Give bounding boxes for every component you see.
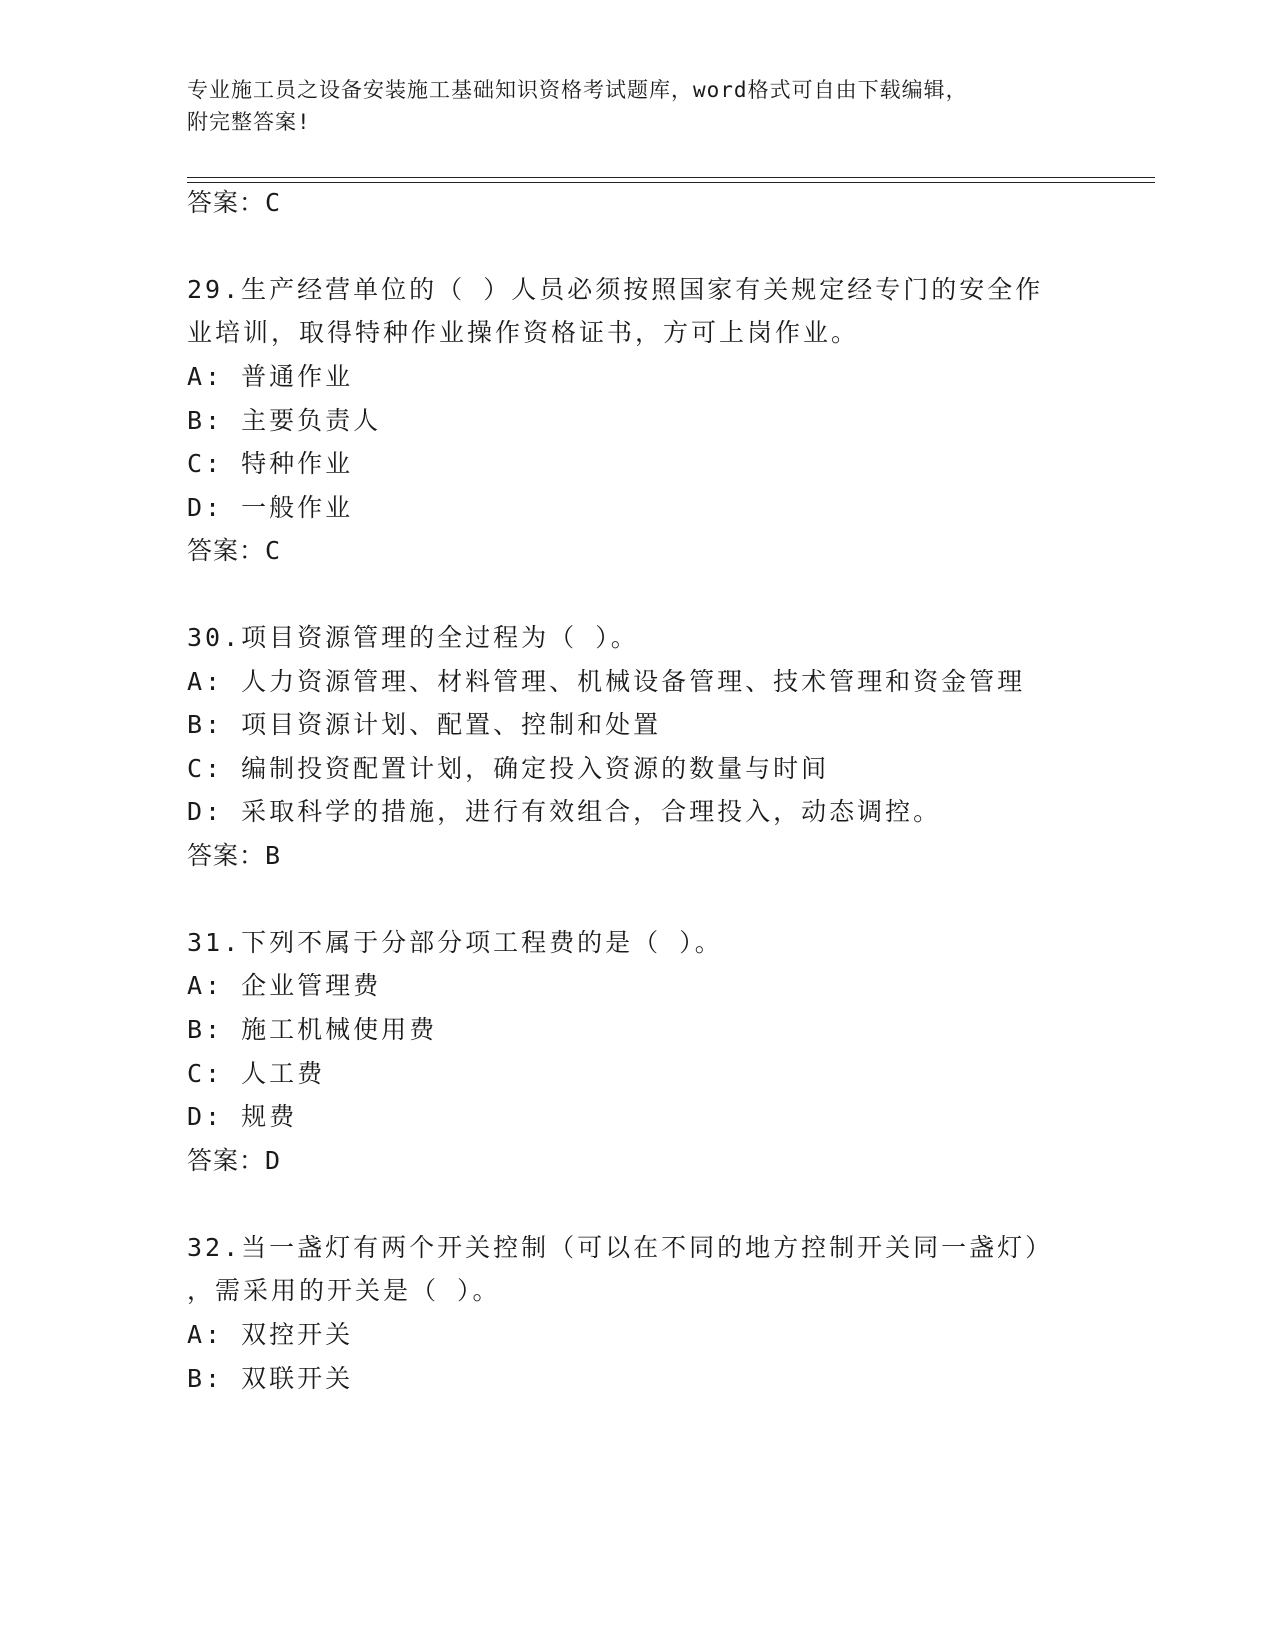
question-32-stem-line-2: ，需采用的开关是（ ）。 (187, 1276, 501, 1305)
question-30-option-a: A: 人力资源管理、材料管理、机械设备管理、技术管理和资金管理 (187, 667, 1026, 696)
question-29-stem-line-1: 29.生产经营单位的（ ）人员必须按照国家有关规定经专门的安全作 (187, 275, 1044, 304)
question-29-stem-line-2: 业培训，取得特种作业操作资格证书，方可上岗作业。 (187, 318, 860, 347)
question-31-stem-line-1: 31.下列不属于分部分项工程费的是（ ）。 (187, 928, 723, 957)
question-30-option-b: B: 项目资源计划、配置、控制和处置 (187, 710, 662, 739)
question-29-option-a: A: 普通作业 (187, 362, 354, 391)
question-30-answer: 答案：B (187, 841, 282, 870)
question-32-stem-line-1: 32.当一盏灯有两个开关控制（可以在不同的地方控制开关同一盏灯） (187, 1233, 1054, 1262)
header-line-2: 附完整答案! (187, 110, 311, 134)
header-divider-top (187, 177, 1155, 178)
header-line-1: 专业施工员之设备安装施工基础知识资格考试题库，word格式可自由下载编辑， (187, 78, 968, 102)
document-header (187, 74, 1067, 138)
answer-line: 答案：C (187, 188, 282, 217)
question-30-option-d: D: 采取科学的措施，进行有效组合，合理投入，动态调控。 (187, 797, 942, 826)
question-30-stem-line-1: 30.项目资源管理的全过程为（ ）。 (187, 623, 639, 652)
question-30-option-c: C: 编制投资配置计划，确定投入资源的数量与时间 (187, 754, 830, 783)
question-31-option-b: B: 施工机械使用费 (187, 1015, 438, 1044)
question-29-option-b: B: 主要负责人 (187, 406, 382, 435)
question-29-option-c: C: 特种作业 (187, 449, 354, 478)
header-divider-bottom (187, 182, 1155, 183)
question-32-option-b: B: 双联开关 (187, 1364, 354, 1393)
question-31-option-a: A: 企业管理费 (187, 971, 382, 1000)
question-29-option-d: D: 一般作业 (187, 493, 354, 522)
question-32-option-a: A: 双控开关 (187, 1320, 354, 1349)
question-31-option-d: D: 规费 (187, 1102, 298, 1131)
question-29-answer: 答案：C (187, 536, 282, 565)
question-31-answer: 答案：D (187, 1146, 282, 1175)
question-31-option-c: C: 人工费 (187, 1059, 326, 1088)
